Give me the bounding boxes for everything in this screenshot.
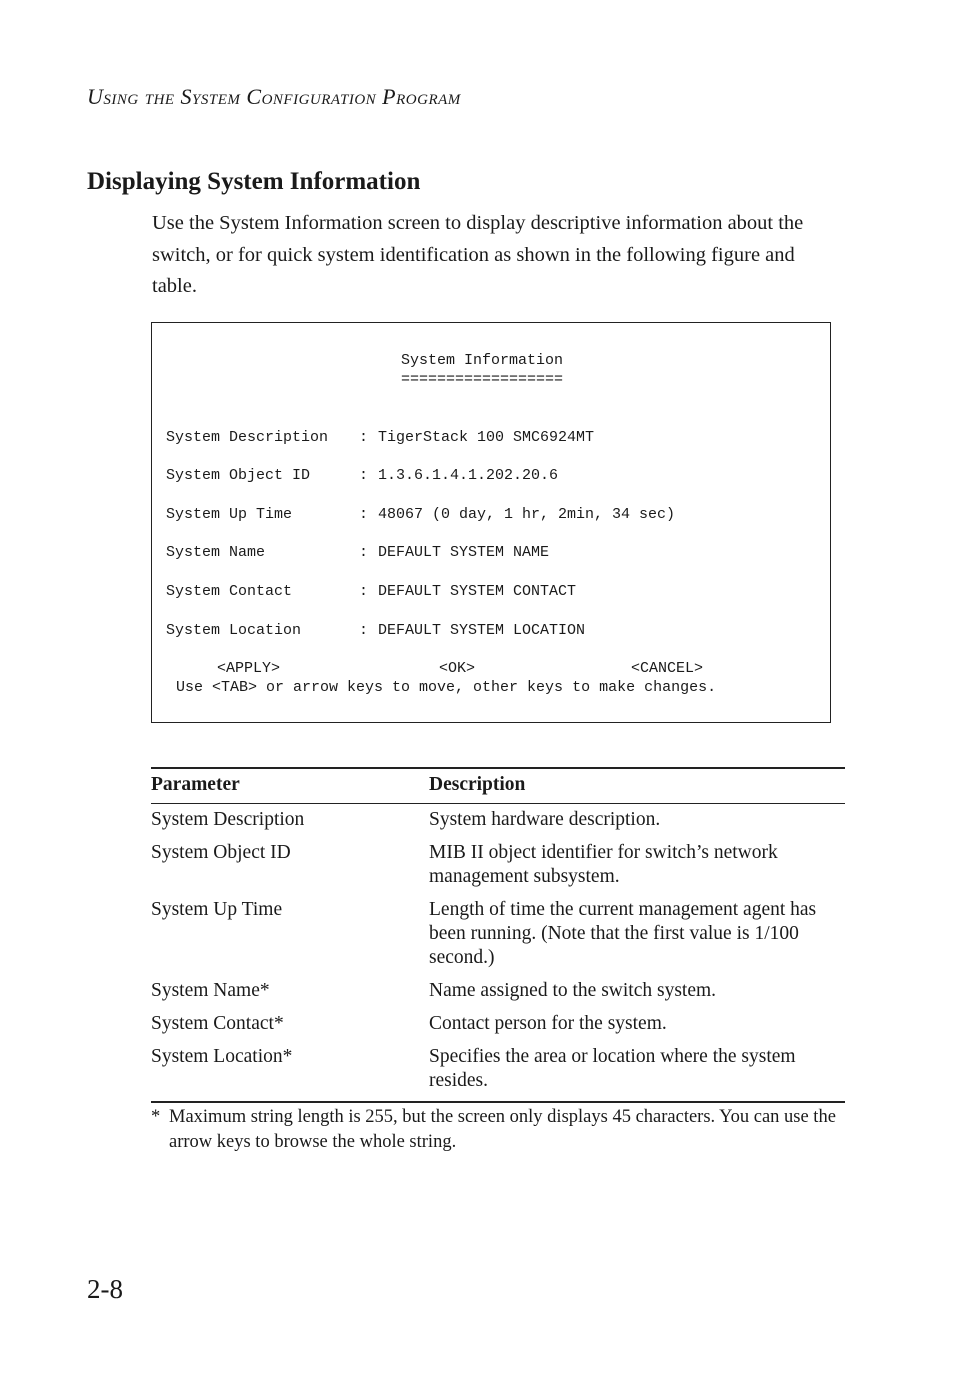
- field-label: System Up Time: [166, 506, 293, 523]
- table-row: [151, 1041, 845, 1102]
- description-cell: System hardware description.: [429, 809, 661, 830]
- cancel-button[interactable]: <CANCEL>: [631, 660, 704, 677]
- system-information-screen: [151, 322, 831, 723]
- parameter-cell: System Location*: [151, 1041, 429, 1102]
- footnote-mark: *: [151, 1107, 161, 1127]
- description-cell: Contact person for the system.: [429, 1013, 667, 1034]
- field-value-system-object-id: 1.3.6.1.4.1.202.20.6: [378, 467, 559, 484]
- column-header: Parameter: [151, 768, 429, 804]
- description-cell: Specifies the area or location where the system resides.: [429, 1041, 845, 1102]
- parameter-cell: System Object ID: [151, 842, 291, 863]
- description-cell: Name assigned to the switch system.: [429, 980, 717, 1001]
- apply-button[interactable]: <APPLY>: [217, 660, 281, 677]
- screen-title: System Information: [401, 352, 564, 369]
- field-separator: :: [359, 429, 369, 446]
- parameter-cell: System Name*: [151, 980, 270, 1001]
- table-row: [151, 894, 845, 975]
- footnote: [151, 1105, 845, 1155]
- field-value-system-contact[interactable]: DEFAULT SYSTEM CONTACT: [378, 583, 577, 600]
- field-label: System Name: [166, 544, 266, 561]
- field-separator: :: [359, 467, 369, 484]
- field-separator: :: [359, 583, 369, 600]
- parameter-cell: System Description: [151, 809, 305, 830]
- running-header: Using the System Configuration Program: [87, 84, 461, 109]
- help-text: Use <TAB> or arrow keys to move, other keys to make changes.: [176, 679, 717, 696]
- section-title: Displaying System Information: [87, 168, 421, 195]
- column-header: Description: [429, 768, 845, 804]
- field-value-system-name[interactable]: DEFAULT SYSTEM NAME: [378, 544, 550, 561]
- description-cell: MIB II object identifier for switch’s network management subsystem.: [429, 842, 778, 887]
- description-cell: Length of time the current management agent has been running. (Note that the first value is 1/100 second.): [429, 899, 817, 968]
- field-label: System Contact: [166, 583, 293, 600]
- screen-title-underline: ==================: [401, 371, 564, 388]
- table-header-row: [151, 768, 845, 804]
- parameter-cell: System Up Time: [151, 899, 283, 920]
- table-row: [151, 837, 845, 894]
- intro-paragraph: Use the System Information screen to display descriptive information about the switch, or for quick system identification as shown in the following figure and table.: [152, 212, 804, 297]
- field-label: System Description: [166, 429, 329, 446]
- table-row: [151, 1008, 845, 1041]
- field-value-system-description[interactable]: TigerStack 100 SMC6924MT: [378, 429, 595, 446]
- table-row: [151, 975, 845, 1008]
- field-label: System Location: [166, 622, 302, 639]
- field-separator: :: [359, 622, 369, 639]
- parameter-cell: System Contact*: [151, 1013, 284, 1034]
- field-value-system-up-time: 48067 (0 day, 1 hr, 2min, 34 sec): [378, 506, 676, 523]
- ok-button[interactable]: <OK>: [439, 660, 476, 677]
- field-label: System Object ID: [166, 467, 311, 484]
- table-row: [151, 804, 845, 838]
- field-separator: :: [359, 544, 369, 561]
- footnote-text: Maximum string length is 255, but the screen only displays 45 characters. You can use the arrow keys to browse the whole string.: [169, 1107, 836, 1152]
- field-separator: :: [359, 506, 369, 523]
- page-number: 2-8: [87, 1274, 123, 1304]
- field-value-system-location[interactable]: DEFAULT SYSTEM LOCATION: [378, 622, 586, 639]
- parameter-table: [151, 767, 845, 1103]
